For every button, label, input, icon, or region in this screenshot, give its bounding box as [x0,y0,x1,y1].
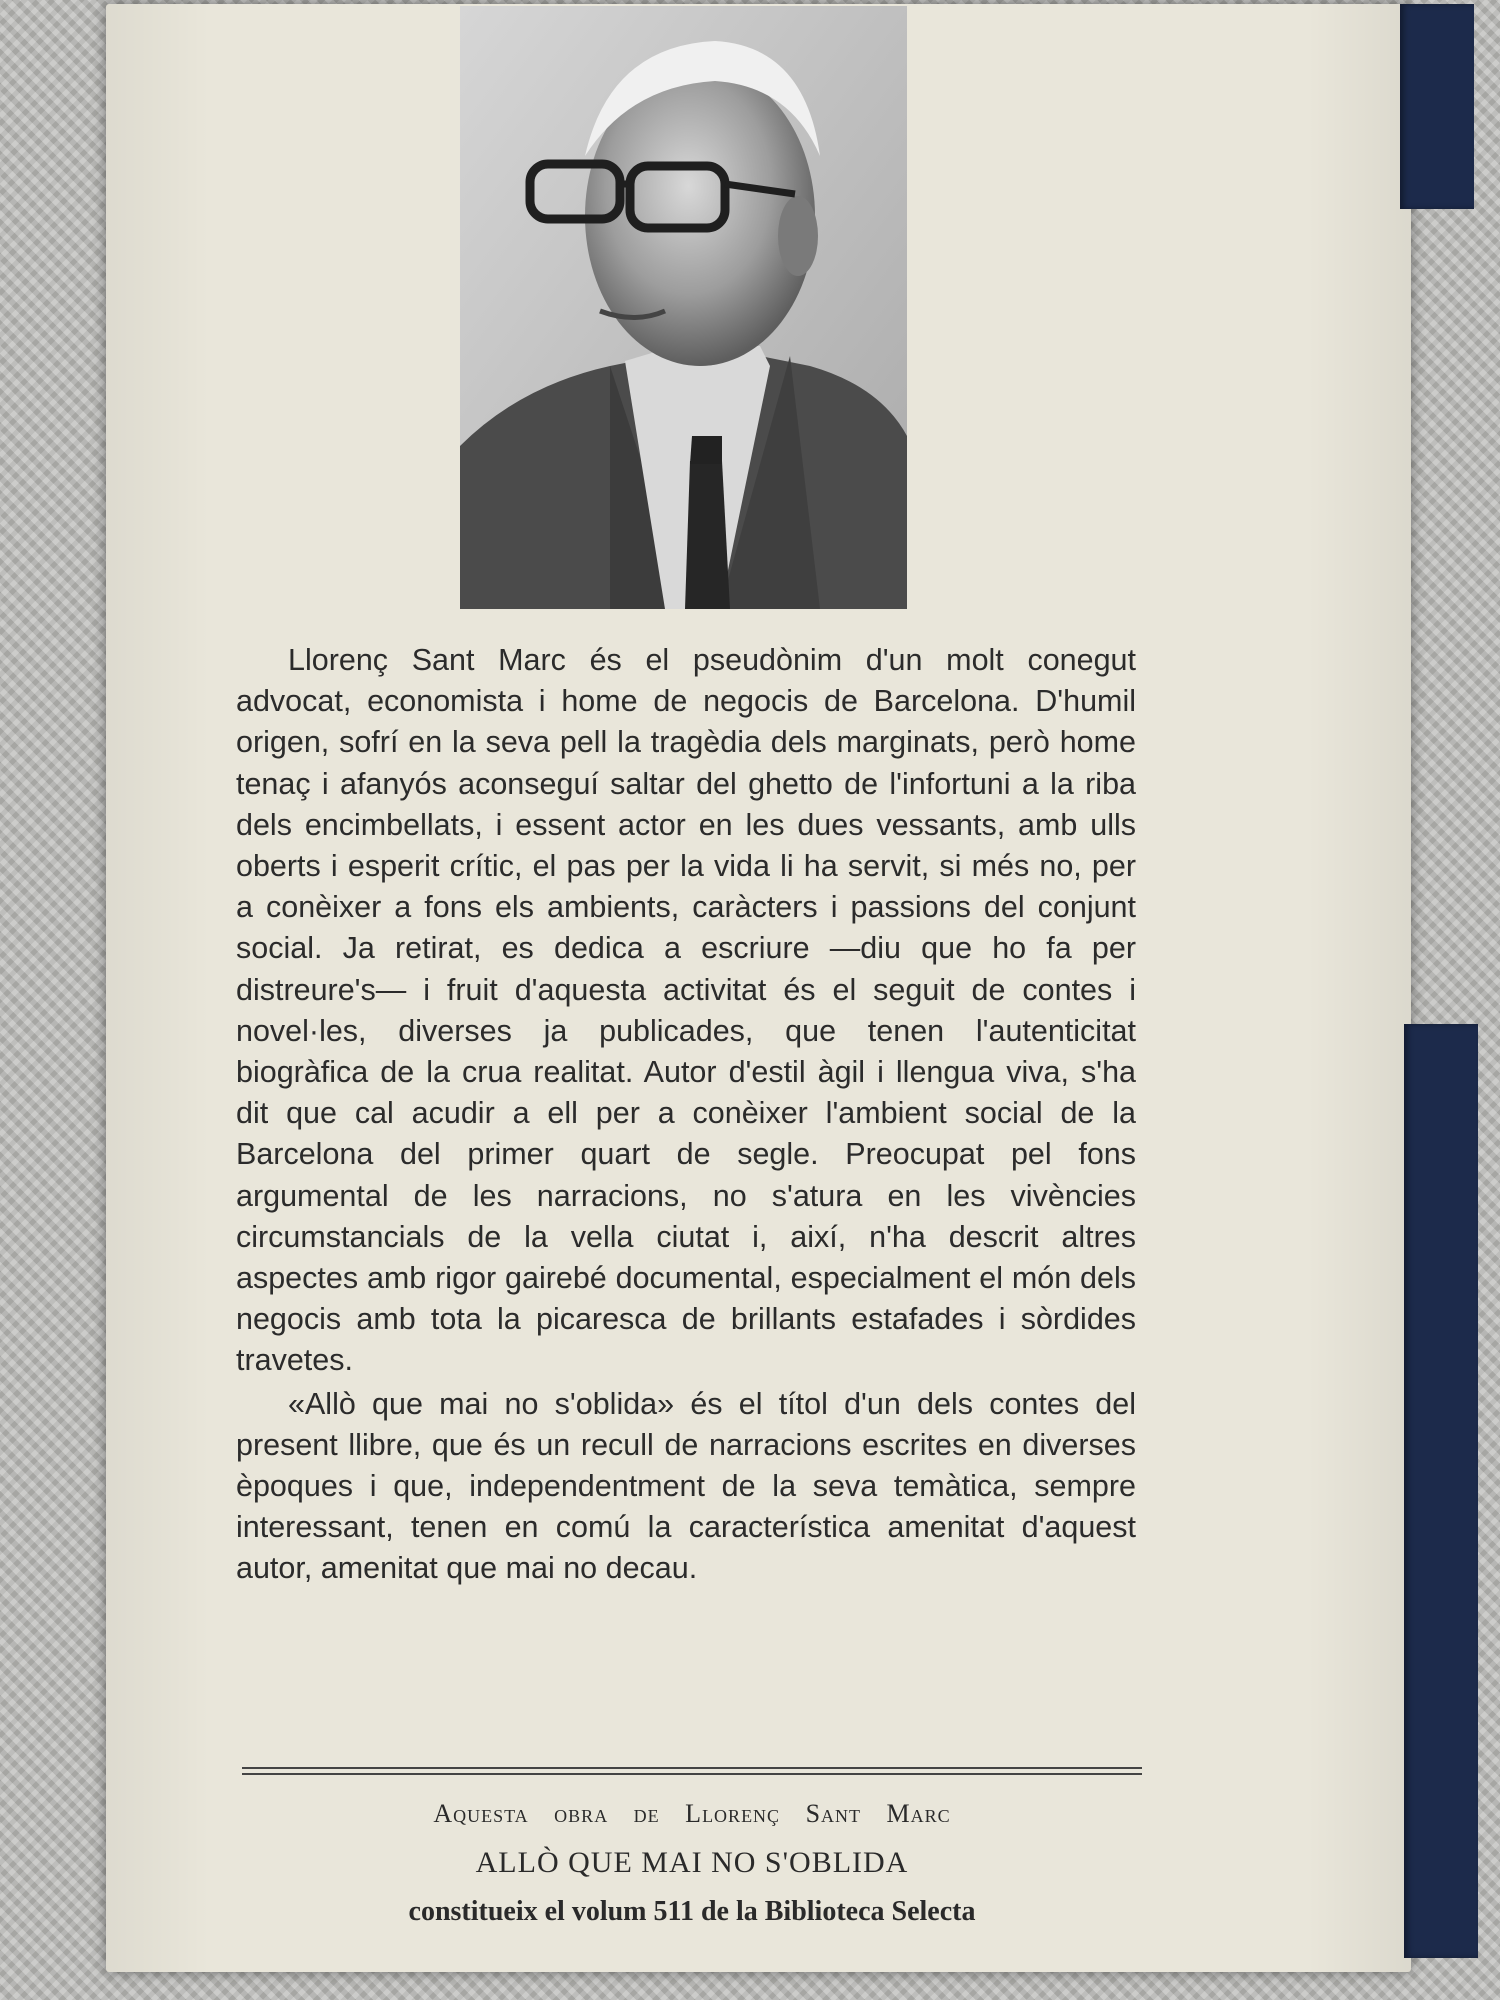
bio-paragraph: Llorenç Sant Marc és el pseudònim d'un molt conegut advocat, economista i home de negocis de Barcelona. D'humil origen, sofrí en la seva pell la tragèdia dels marginats, però home tenaç i afanyós aconseguí saltar del ghetto de l'infortuni a la riba dels encimbellats, i essent actor en les dues vessants, amb ulls oberts i esperit crític, el pas per la vida li ha servit, si més no, per a conèixer a fons els ambients, caràcters i passions del conjunt social. Ja retirat, es dedica a escriure —diu que ho fa per distreure's— i fruit d'aquesta activitat és el seguit de contes i novel·les, diverses ja publicades, que tenen l'autenticitat biogràfica de la crua realitat. Autor d'estil àgil i llengua viva, s'ha dit que cal acudir a ell per a conèixer l'ambient social de la Barcelona del primer quart de segle. Preocupat pel fons argumental de les narracions, no s'atura en les vivències circumstancials de la vella ciutat i, així, n'ha descrit altres aspectes amb rigor gairebé documental, especialment el món dels negocis amb tota la picaresca de brillants estafades i sòrdides travetes. [236,643,1136,1378]
colophon-line-series: constitueix el volum 511 de la Biblioteca Selecta [408,1896,976,1927]
author-biography [236,640,1136,1590]
divider-rule [242,1767,1142,1769]
colophon-line-title: ALLÒ QUE MAI NO S'OBLIDA [475,1846,909,1879]
spine-stripe-top [1400,4,1474,209]
colophon-line-author: Aquesta obra de Llorenç Sant Marc [433,1799,951,1828]
bio-paragraph: «Allò que mai no s'oblida» és el títol d'un dels contes del present llibre, que és un recull de narracions escrites en diverses èpoques i que, independentment de la seva temàtica, sempre interessant, tenen en comú la característica amenitat d'aquest autor, amenitat que mai no decau. [236,1386,1136,1586]
spine-stripe-bottom [1404,1024,1478,1958]
author-portrait-photo [460,6,907,609]
book-back-cover [106,4,1411,1972]
divider-rule [242,1773,1142,1775]
